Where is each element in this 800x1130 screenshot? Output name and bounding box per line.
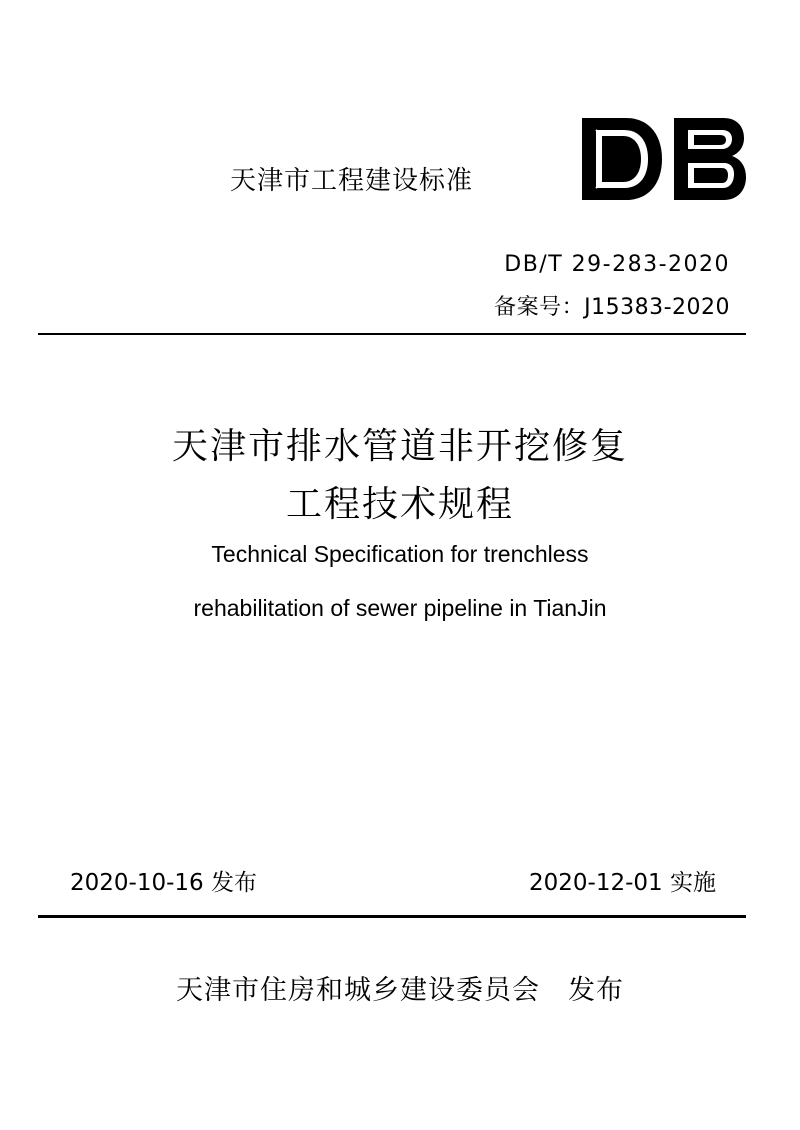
title-zh-line1: 天津市排水管道非开挖修复 [171, 426, 628, 467]
title-en-line2: rehabilitation of sewer pipeline in TianJin [193, 595, 607, 621]
title-zh-line2: 工程技术规程 [285, 484, 514, 525]
bottom-divider [38, 915, 746, 918]
issue-date: 2020-10-16 发布 [70, 870, 257, 896]
standard-series-label: 天津市工程建设标准 [230, 166, 474, 196]
top-divider [38, 333, 746, 335]
standard-number: DB/T 29-283-2020 [504, 252, 730, 277]
record-number: 备案号：J15383-2020 [494, 295, 730, 320]
title-en-line1: Technical Specification for trenchless [211, 541, 589, 567]
implementation-date: 2020-12-01 实施 [529, 870, 716, 896]
publisher: 天津市住房和城乡建设委员会 发布 [176, 975, 624, 1006]
db-logo [578, 116, 748, 202]
